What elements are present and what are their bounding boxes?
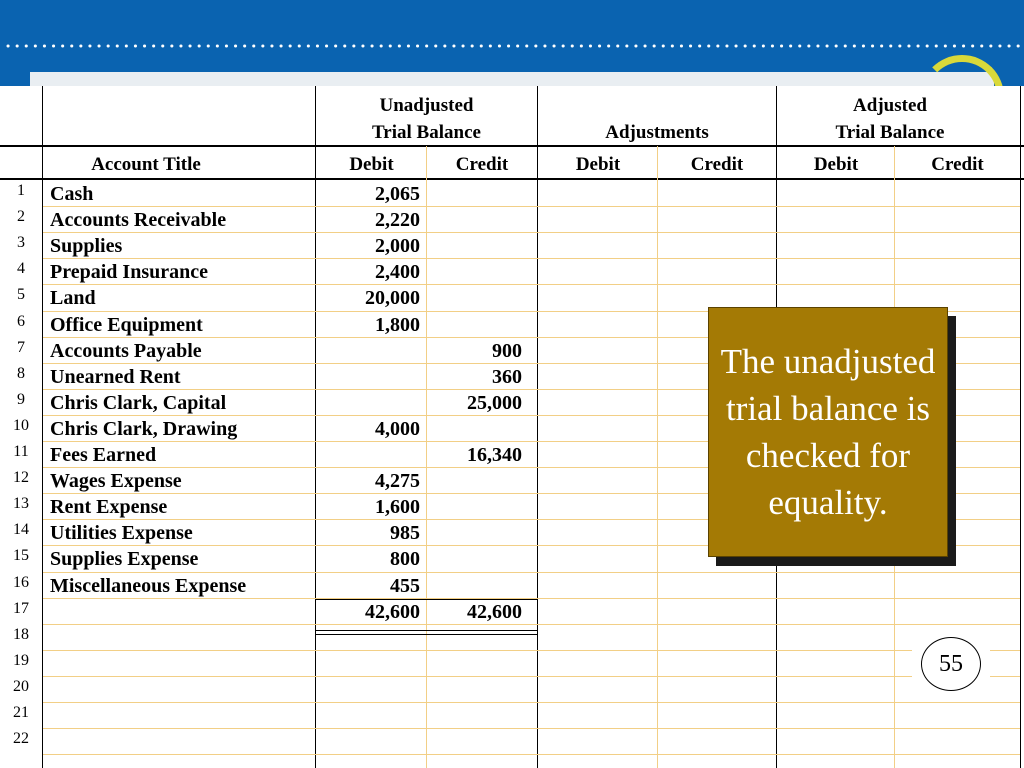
adjustments-header: Adjustments bbox=[605, 122, 709, 143]
account-name: Cash bbox=[50, 183, 94, 205]
account-name: Rent Expense bbox=[50, 496, 168, 519]
row-number: 18 bbox=[13, 625, 29, 643]
total-rule-single bbox=[316, 599, 537, 600]
row-number: 16 bbox=[13, 573, 29, 591]
unadjusted-debit-value: 2,000 bbox=[375, 235, 420, 258]
adjtb-debit-header: Debit bbox=[813, 154, 859, 175]
account-name: Accounts Payable bbox=[50, 339, 202, 362]
row-number: 20 bbox=[13, 677, 29, 695]
unadjusted-debit-value: 800 bbox=[390, 548, 420, 571]
page-number-badge: 55 bbox=[921, 637, 981, 691]
row-number: 1 bbox=[17, 182, 25, 199]
unadjusted-debit-value: 42,600 bbox=[365, 600, 420, 623]
row-number: 8 bbox=[17, 364, 25, 382]
unadjusted-credit-value: 25,000 bbox=[467, 391, 522, 414]
unadjusted-header-line2: Trial Balance bbox=[372, 122, 481, 143]
unadj-debit-header: Debit bbox=[349, 154, 394, 175]
row-rule bbox=[43, 258, 1020, 259]
header-rule-top bbox=[0, 145, 1024, 147]
row-number: 11 bbox=[13, 443, 29, 460]
row-number: 13 bbox=[13, 495, 29, 513]
account-name: Land bbox=[50, 287, 96, 310]
unadjusted-debit-value: 20,000 bbox=[365, 287, 420, 310]
row-number: 4 bbox=[17, 260, 25, 278]
unadjusted-header bbox=[316, 92, 537, 146]
row-rule bbox=[43, 284, 1020, 285]
row-rule bbox=[43, 702, 1020, 703]
account-name: Prepaid Insurance bbox=[50, 261, 208, 284]
unadjusted-credit-value: 900 bbox=[492, 339, 522, 362]
unadjusted-credit-value: 42,600 bbox=[467, 600, 522, 623]
total-rule-double-2 bbox=[316, 634, 537, 635]
adjusted-header bbox=[777, 92, 1003, 146]
account-name: Unearned Rent bbox=[50, 365, 181, 388]
account-name: Chris Clark, Drawing bbox=[50, 417, 238, 440]
unadjusted-debit-value: 4,275 bbox=[375, 470, 420, 493]
header-rule-bottom bbox=[0, 178, 1024, 180]
account-name: Chris Clark, Capital bbox=[50, 391, 227, 414]
row-number: 19 bbox=[13, 651, 29, 669]
account-name: Supplies bbox=[50, 235, 123, 258]
dotted-line-decoration bbox=[0, 42, 1024, 50]
title-banner bbox=[0, 0, 1024, 88]
account-name: Miscellaneous Expense bbox=[50, 574, 247, 597]
col-divider-right bbox=[1020, 86, 1021, 768]
row-number: 5 bbox=[17, 286, 25, 304]
account-name: Office Equipment bbox=[50, 313, 203, 336]
row-number: 17 bbox=[13, 599, 29, 617]
row-number: 22 bbox=[13, 730, 29, 748]
col-divider-unadj bbox=[537, 86, 538, 768]
unadjusted-debit-value: 985 bbox=[390, 522, 420, 545]
row-rule bbox=[43, 650, 1020, 651]
adj-debit-header: Debit bbox=[575, 154, 621, 175]
col-sub-adj bbox=[657, 146, 658, 768]
unadjusted-debit-value: 2,065 bbox=[375, 183, 420, 205]
row-number: 14 bbox=[13, 521, 29, 539]
row-number: 3 bbox=[17, 234, 25, 252]
adjusted-header-line2: Trial Balance bbox=[835, 122, 945, 143]
row-number: 6 bbox=[17, 312, 25, 330]
col-divider-rownum bbox=[42, 86, 43, 768]
account-name: Supplies Expense bbox=[50, 548, 199, 571]
logo-swirl-icon bbox=[920, 55, 1004, 88]
adjusted-header-line1: Adjusted bbox=[853, 95, 927, 116]
unadjusted-debit-value: 4,000 bbox=[375, 417, 420, 440]
callout-note: The unadjusted trial balance is checked for equality. bbox=[708, 307, 948, 557]
row-number: 9 bbox=[17, 390, 25, 408]
unadj-credit-header: Credit bbox=[455, 154, 509, 175]
row-rule bbox=[43, 232, 1020, 233]
row-rule bbox=[43, 676, 1020, 677]
unadjusted-debit-value: 2,220 bbox=[375, 209, 420, 232]
unadjusted-debit-value: 1,600 bbox=[375, 496, 420, 519]
adjtb-credit-header: Credit bbox=[931, 154, 984, 175]
adj-credit-header: Credit bbox=[690, 154, 744, 175]
row-rule bbox=[43, 728, 1020, 729]
row-rule bbox=[43, 206, 1020, 207]
row-rule bbox=[43, 624, 1020, 625]
unadjusted-header-line1: Unadjusted bbox=[379, 95, 474, 116]
account-name: Accounts Receivable bbox=[50, 209, 227, 232]
row-number: 21 bbox=[13, 704, 29, 721]
row-rule bbox=[43, 572, 1020, 573]
unadjusted-credit-value: 360 bbox=[492, 365, 522, 388]
row-number: 10 bbox=[13, 416, 29, 434]
unadjusted-debit-value: 1,800 bbox=[375, 313, 420, 336]
unadjusted-debit-value: 2,400 bbox=[375, 261, 420, 284]
account-name: Fees Earned bbox=[50, 444, 157, 466]
account-name: Wages Expense bbox=[50, 470, 182, 493]
row-number: 12 bbox=[13, 469, 29, 487]
account-title-header: Account Title bbox=[91, 154, 201, 175]
row-number: 15 bbox=[13, 547, 29, 565]
unadjusted-debit-value: 455 bbox=[390, 574, 420, 597]
total-rule-double-1 bbox=[316, 630, 537, 631]
unadjusted-credit-value: 16,340 bbox=[467, 444, 522, 466]
account-name: Utilities Expense bbox=[50, 522, 193, 545]
row-number: 2 bbox=[17, 208, 25, 226]
row-number: 7 bbox=[17, 338, 25, 356]
row-rule bbox=[43, 754, 1020, 755]
